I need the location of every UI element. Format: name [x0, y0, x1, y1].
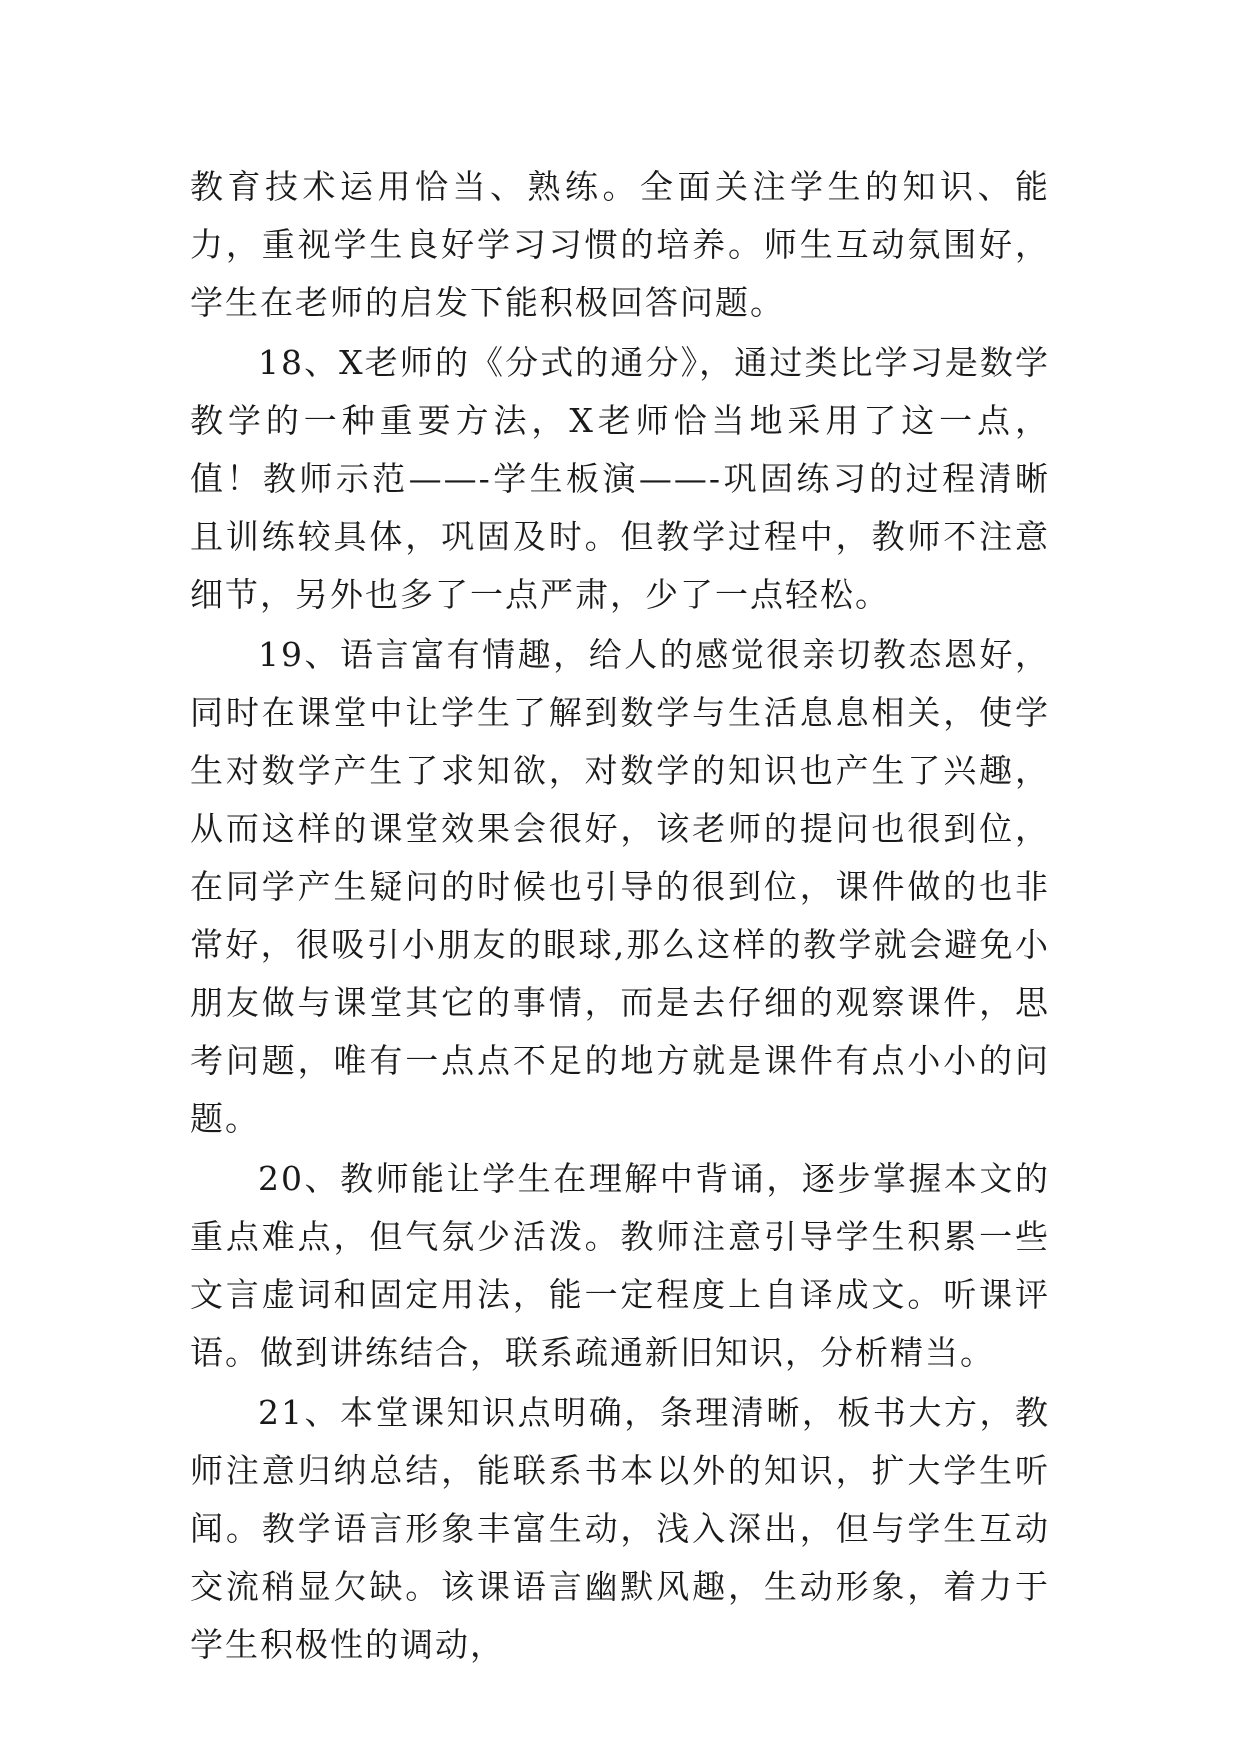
paragraph-item-21: 21、本堂课知识点明确，条理清晰，板书大方，教师注意归纳总结，能联系书本以外的知识，扩大学生听闻。教学语言形象丰富生动，浅入深出，但与学生互动交流稍显欠缺。该课语言幽默风趣，生动形象，着力于学生积极性的调动， [190, 1393, 1050, 1664]
paragraph-item-20: 20、教师能让学生在理解中背诵，逐步掌握本文的重点难点，但气氛少活泼。教师注意引导学生积累一些文言虚词和固定用法，能一定程度上自译成文。听课评语。做到讲练结合，联系疏通新旧知识，分析精当。 [190, 1159, 1050, 1372]
document-body [190, 158, 1050, 1676]
paragraph-continuation: 教育技术运用恰当、熟练。全面关注学生的知识、能力，重视学生良好学习习惯的培养。师生互动氛围好，学生在老师的启发下能积极回答问题。 [190, 167, 1050, 322]
paragraph-item-19: 19、语言富有情趣，给人的感觉很亲切教态恩好，同时在课堂中让学生了解到数学与生活息息相关，使学生对数学产生了求知欲，对数学的知识也产生了兴趣，从而这样的课堂效果会很好，该老师的提问也很到位，在同学产生疑问的时候也引导的很到位，课件做的也非常好，很吸引小朋友的眼球,那么这样的教学就会避免小朋友做与课堂其它的事情，而是去仔细的观察课件，思考问题，唯有一点点不足的地方就是课件有点小小的问题。 [190, 635, 1050, 1138]
paragraph-item-18: 18、X老师的《分式的通分》，通过类比学习是数学教学的一种重要方法，X老师恰当地采用了这一点，值！教师示范——-学生板演——-巩固练习的过程清晰且训练较具体，巩固及时。但教学过程中，教师不注意细节，另外也多了一点严肃，少了一点轻松。 [190, 343, 1050, 614]
